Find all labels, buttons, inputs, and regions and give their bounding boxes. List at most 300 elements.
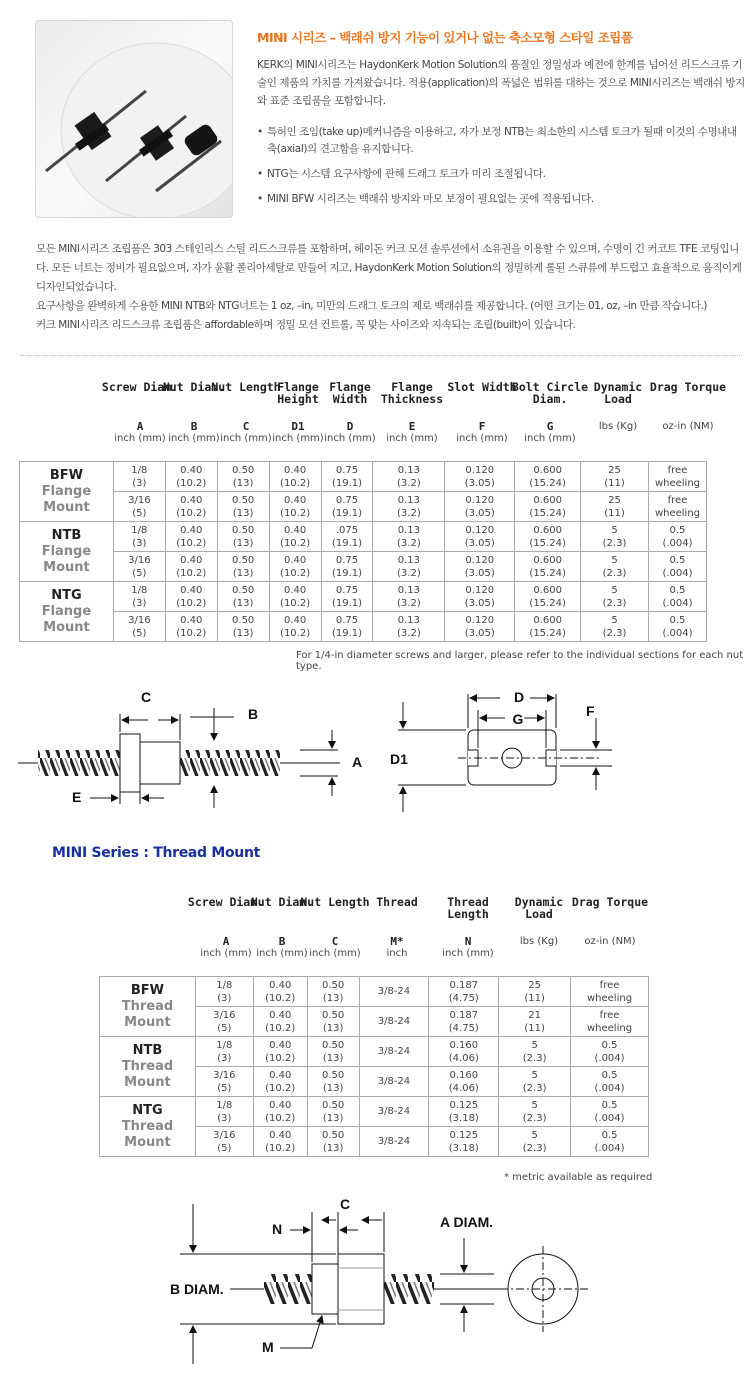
column-unit-text: lbs (Kg) — [519, 936, 559, 947]
cell-value: (5) — [132, 567, 147, 579]
cell-value: (10.2) — [176, 627, 207, 639]
table-cell — [217, 552, 269, 582]
column-header — [499, 896, 579, 947]
table-cell — [269, 582, 321, 612]
cell-value: 0.50 — [232, 554, 255, 566]
cell-value: 5 — [531, 1129, 538, 1141]
cell-value: (4.06) — [448, 1052, 479, 1064]
column-name: Bolt Circle Diam. — [511, 380, 589, 406]
description — [36, 240, 748, 335]
table-cell — [571, 1007, 649, 1037]
column-letter: B — [278, 935, 286, 948]
table-cell — [581, 492, 649, 522]
table-cell — [195, 1067, 253, 1097]
table-cell — [269, 612, 321, 642]
cell-value: 0.40 — [283, 524, 307, 536]
nut-type-cell — [100, 1097, 196, 1157]
column-letter: N — [464, 935, 472, 948]
table-cell — [321, 612, 373, 642]
thread-mount-diagram — [0, 1192, 755, 1372]
cell-value: 0.50 — [321, 1129, 345, 1141]
cell-value: 0.40 — [180, 494, 203, 506]
table-cell — [217, 522, 269, 552]
table-cell — [195, 1007, 253, 1037]
table-cell — [571, 1127, 649, 1157]
cell-value: (3.2) — [397, 537, 421, 549]
table-cell — [113, 462, 165, 492]
column-name: Thread Length — [447, 895, 489, 921]
cell-value: (10.2) — [176, 507, 207, 519]
column-unit-text: inch (mm) — [200, 948, 252, 959]
cell-value: 0.50 — [321, 1069, 345, 1081]
table-cell — [515, 492, 581, 522]
column-header — [578, 381, 658, 432]
table-cell — [373, 492, 445, 522]
table-cell — [429, 1007, 499, 1037]
column-unit — [648, 421, 728, 432]
column-letter: G — [546, 420, 554, 433]
cell-value: 3/16 — [128, 494, 151, 506]
cell-value: 0.40 — [180, 464, 203, 476]
dim-label-b-diam: B DIAM. — [170, 1281, 224, 1297]
column-name: Drag Torque — [649, 380, 727, 394]
table-cell — [581, 582, 649, 612]
cell-value: (3) — [217, 1112, 232, 1124]
cell-value: (13) — [322, 1142, 344, 1154]
table-cell — [113, 612, 165, 642]
cell-value: free — [667, 464, 688, 476]
cell-value: 0.75 — [335, 494, 359, 506]
nut-type-name: NTG — [132, 1102, 163, 1118]
cell-value: (3) — [132, 477, 147, 489]
table-cell — [515, 522, 581, 552]
table-cell — [429, 1127, 499, 1157]
cell-value: 0.125 — [449, 1099, 479, 1111]
table-cell — [269, 492, 321, 522]
column-unit-text: inch (mm) — [256, 948, 308, 959]
cell-value: (10.2) — [176, 537, 207, 549]
cell-value: 25 — [608, 494, 621, 506]
table-cell — [359, 1127, 429, 1157]
cell-value: 0.50 — [321, 1099, 345, 1111]
column-letter: A — [136, 420, 144, 433]
cell-value: (10.2) — [265, 1082, 296, 1094]
cell-value: (13) — [322, 1082, 344, 1094]
cell-value: free — [599, 1009, 620, 1021]
table-cell — [195, 1127, 253, 1157]
table-cell — [359, 1097, 429, 1127]
column-name: Flange Thickness — [380, 380, 444, 406]
nut-type-name: BFW — [130, 982, 164, 998]
cell-value: 21 — [528, 1009, 542, 1021]
thread-mount-table — [99, 976, 649, 1157]
column-unit-text: inch (mm) — [524, 433, 576, 444]
cell-value: 0.40 — [269, 1039, 292, 1051]
nut-body — [140, 742, 180, 784]
table-cell — [445, 582, 515, 612]
dim-label-a-diam: A DIAM. — [440, 1214, 494, 1230]
cell-value: (10.2) — [280, 597, 311, 609]
table-cell — [373, 522, 445, 552]
table-cell — [571, 1097, 649, 1127]
cell-value: 0.600 — [533, 494, 562, 506]
cell-value: 0.13 — [397, 494, 421, 506]
screw-thread — [264, 1274, 312, 1304]
table-row — [20, 612, 707, 642]
cell-value: 0.187 — [449, 979, 479, 991]
cell-value: (.004) — [594, 1112, 625, 1124]
table-cell — [195, 1097, 253, 1127]
table-cell — [648, 492, 706, 522]
flange-table-note: For 1/4-in diameter screws and larger, please refer to the individual sections for each nut type. — [296, 650, 744, 672]
cell-value: (5) — [132, 507, 147, 519]
cell-value: (3.05) — [464, 477, 495, 489]
cell-value: (15.24) — [529, 567, 566, 579]
cell-value: 0.40 — [269, 1129, 292, 1141]
cell-value: (11) — [524, 992, 545, 1004]
cell-value: (10.2) — [265, 1022, 296, 1034]
column-header — [570, 896, 650, 947]
cell-value: (3) — [132, 537, 147, 549]
cell-value: 0.40 — [180, 554, 203, 566]
cell-value: (5) — [217, 1142, 232, 1154]
cell-value: 0.40 — [283, 554, 307, 566]
cell-value: (3) — [217, 1052, 232, 1064]
column-name: Screw Diam. — [101, 380, 179, 394]
cell-value: (19.1) — [331, 537, 363, 549]
table-cell — [113, 492, 165, 522]
description-paragraph: 커크 MINI시리즈 리드스크류 조립품은 affordable하며 정밀 모션 컨트롤, 꼭 맞는 사이즈와 지속되는 조립(built)이 있습니다. — [36, 319, 576, 331]
table-cell — [581, 612, 649, 642]
cell-value: 0.120 — [465, 584, 495, 596]
column-unit-text: inch (mm) — [168, 433, 220, 444]
table-cell — [307, 1067, 359, 1097]
cell-value: 0.40 — [269, 979, 292, 991]
column-name: Nut Diam. — [162, 380, 226, 394]
nut-type-cell — [20, 522, 114, 582]
mount-type: Flange Mount — [41, 483, 92, 515]
cell-value: 0.75 — [335, 584, 359, 596]
column-unit-text: inch (mm) — [114, 433, 166, 444]
flange-mount-table — [19, 461, 707, 642]
cell-value: wheeling — [654, 507, 701, 519]
column-name: Screw Diam. — [187, 895, 265, 909]
cell-value: (5) — [217, 1082, 232, 1094]
cell-value: (2.3) — [602, 537, 627, 549]
cell-value: 0.40 — [283, 614, 307, 626]
table-cell — [321, 522, 373, 552]
cell-value: 0.187 — [449, 1009, 479, 1021]
cell-value: 3/8-24 — [377, 1016, 411, 1027]
column-unit-text: inch (mm) — [272, 433, 324, 444]
column-name: Nut Length — [300, 895, 370, 909]
cell-value: (15.24) — [529, 507, 566, 519]
lead-screw-assemblies-image — [36, 21, 233, 218]
table-cell — [359, 1007, 429, 1037]
cell-value: 0.5 — [601, 1069, 618, 1081]
table-row — [20, 552, 707, 582]
cell-value: wheeling — [654, 477, 701, 489]
cell-value: (15.24) — [529, 477, 566, 489]
table-cell — [429, 1097, 499, 1127]
table-cell — [429, 1067, 499, 1097]
column-unit-text: inch — [386, 948, 408, 959]
column-letter: D1 — [291, 420, 305, 433]
cell-value: (.004) — [662, 627, 693, 639]
nut-type-cell — [100, 1037, 196, 1097]
cell-value: 0.13 — [397, 614, 421, 626]
column-letter: C — [331, 935, 339, 948]
column-unit — [372, 421, 452, 444]
cell-value: (.004) — [662, 597, 693, 609]
column-letter: M* — [390, 935, 404, 948]
cell-value: (19.1) — [331, 627, 363, 639]
table-cell — [499, 1127, 571, 1157]
cell-value: 0.40 — [283, 464, 307, 476]
table-row — [20, 522, 707, 552]
column-header — [428, 896, 508, 959]
cell-value: (3.2) — [397, 597, 421, 609]
mount-type: Flange Mount — [41, 603, 92, 635]
cell-value: (4.75) — [448, 1022, 479, 1034]
column-unit-text: inch (mm) — [324, 433, 376, 444]
feature-list — [257, 124, 745, 216]
table-cell — [499, 1097, 571, 1127]
column-name: Thread — [376, 895, 418, 909]
cell-value: 3/16 — [213, 1009, 236, 1021]
table-cell — [373, 612, 445, 642]
mount-type: Thread Mount — [121, 998, 174, 1030]
cell-value: 3/8-24 — [377, 1076, 411, 1087]
cell-value: (3.05) — [464, 627, 495, 639]
nut-type-cell — [20, 462, 114, 522]
table-cell — [515, 462, 581, 492]
divider — [20, 355, 742, 356]
cell-value: 3/8-24 — [377, 1106, 411, 1117]
intro-text: KERK의 MINI시리즈는 HaydonKerk Motion Solution의 품질인 정밀성과 예전에 한계를 넘어선 리드스크류 기술인 제품의 가치를 가져왔습니다. 적용(application)의 폭넓은 범위를 대하는 것으로 MINI시리즈는 백래쉬 방지와 표준 조립품을 포함합니다. — [257, 59, 745, 107]
cell-value: (10.2) — [280, 507, 311, 519]
cell-value: 0.50 — [232, 614, 255, 626]
cell-value: (10.2) — [265, 1052, 296, 1064]
screw-thread — [384, 1274, 434, 1304]
cell-value: 0.5 — [601, 1129, 618, 1141]
table-cell — [515, 582, 581, 612]
cell-value: (2.3) — [602, 567, 627, 579]
table-cell — [373, 462, 445, 492]
table-cell — [253, 977, 307, 1007]
cell-value: 0.120 — [465, 464, 495, 476]
table-cell — [445, 552, 515, 582]
column-header — [648, 381, 728, 432]
cell-value: 0.120 — [465, 614, 495, 626]
cell-value: (11) — [604, 507, 625, 519]
cell-value: (2.3) — [522, 1052, 547, 1064]
table-cell — [269, 552, 321, 582]
table-cell — [499, 1067, 571, 1097]
table-row — [20, 462, 707, 492]
cell-value: (3) — [217, 992, 232, 1004]
table-cell — [307, 1127, 359, 1157]
column-letter: B — [190, 420, 198, 433]
cell-value: (3.05) — [464, 537, 495, 549]
cell-value: 0.125 — [449, 1129, 479, 1141]
cell-value: 5 — [531, 1099, 538, 1111]
cell-value: 0.600 — [533, 464, 562, 476]
feature-item: • MINI BFW 시리즈는 백래쉬 방지와 마모 보정이 필요없는 곳에 적용됩니다. — [257, 191, 745, 208]
table-cell — [269, 522, 321, 552]
cell-value: (13) — [232, 567, 254, 579]
cell-value: (2.3) — [522, 1142, 547, 1154]
table-row — [100, 977, 649, 1007]
table-cell — [445, 522, 515, 552]
cell-value: 0.40 — [283, 584, 307, 596]
feature-item: • 특허인 조임(take up)메커니즘을 이용하고, 자가 보정 NTB는 최소한의 시스템 토크가 될때 이것의 수명내내 축(axial)의 견고함을 유지합니다. — [257, 124, 745, 158]
table-cell — [581, 552, 649, 582]
cell-value: 0.40 — [269, 1009, 292, 1021]
cell-value: 1/8 — [216, 1099, 233, 1111]
table-cell — [307, 1007, 359, 1037]
cell-value: wheeling — [586, 1022, 633, 1034]
cell-value: 1/8 — [131, 464, 148, 476]
cell-value: free — [599, 979, 620, 991]
thread-mount-title: MINI Series : Thread Mount — [52, 845, 261, 861]
table-cell — [359, 1067, 429, 1097]
flange-table-header — [0, 381, 755, 461]
cell-value: 3/16 — [128, 614, 151, 626]
column-unit-text: inch (mm) — [309, 948, 361, 959]
table-cell — [499, 1007, 571, 1037]
cell-value: (13) — [322, 1112, 344, 1124]
cell-value: 0.40 — [180, 614, 203, 626]
cell-value: (.004) — [662, 567, 693, 579]
table-cell — [165, 492, 217, 522]
mount-type: Thread Mount — [121, 1058, 174, 1090]
cell-value: (.004) — [594, 1082, 625, 1094]
cell-value: 5 — [531, 1069, 538, 1081]
cell-value: (15.24) — [529, 537, 566, 549]
dim-label-e: E — [72, 789, 82, 805]
cell-value: 0.13 — [397, 584, 421, 596]
cell-value: 0.5 — [669, 554, 686, 566]
table-cell — [499, 1037, 571, 1067]
cell-value: 0.50 — [321, 979, 345, 991]
dim-label-c: C — [339, 1196, 351, 1212]
column-unit-text: inch (mm) — [442, 948, 494, 959]
cell-value: 0.40 — [180, 584, 203, 596]
cell-value: 0.600 — [533, 554, 562, 566]
cell-value: 0.5 — [669, 614, 686, 626]
table-cell — [515, 612, 581, 642]
table-cell — [445, 612, 515, 642]
cell-value: 0.50 — [232, 494, 255, 506]
column-name: Flange Height — [277, 380, 319, 406]
cell-value: 5 — [611, 584, 618, 596]
cell-value: 25 — [528, 979, 542, 991]
cell-value: (4.75) — [448, 992, 479, 1004]
cell-value: (.004) — [594, 1052, 625, 1064]
table-cell — [321, 552, 373, 582]
cell-value: 0.120 — [465, 494, 495, 506]
cell-value: 0.5 — [601, 1099, 618, 1111]
cell-value: (10.2) — [265, 1142, 296, 1154]
column-unit-text: lbs (Kg) — [598, 421, 638, 432]
cell-value: (10.2) — [176, 597, 207, 609]
table-cell — [195, 977, 253, 1007]
column-name: Dynamic Load — [593, 380, 643, 406]
cell-value: (5) — [217, 1022, 232, 1034]
cell-value: (10.2) — [280, 537, 311, 549]
column-letter: F — [478, 420, 486, 433]
cell-value: (3.2) — [397, 477, 421, 489]
cell-value: 1/8 — [131, 584, 148, 596]
cell-value: (13) — [232, 507, 254, 519]
cell-value: 0.600 — [533, 524, 562, 536]
cell-value: (13) — [322, 1022, 344, 1034]
cell-value: (13) — [322, 1052, 344, 1064]
cell-value: (19.1) — [331, 597, 363, 609]
table-cell — [307, 1037, 359, 1067]
cell-value: 1/8 — [131, 524, 148, 536]
cell-value: (3.2) — [397, 567, 421, 579]
cell-value: 0.13 — [397, 524, 421, 536]
cell-value: 0.40 — [269, 1069, 292, 1081]
screw-thread — [38, 750, 120, 776]
cell-value: 0.40 — [180, 524, 203, 536]
column-header — [372, 381, 452, 444]
screw-thread — [180, 750, 280, 776]
table-cell — [445, 462, 515, 492]
column-letter: A — [222, 935, 230, 948]
cell-value: (10.2) — [280, 627, 311, 639]
thread-section — [312, 1264, 338, 1314]
dim-label-c: C — [140, 689, 152, 705]
table-cell — [253, 1007, 307, 1037]
table-cell — [321, 582, 373, 612]
thread-table-header — [0, 896, 755, 976]
cell-value: (5) — [132, 627, 147, 639]
cell-value: 1/8 — [216, 979, 233, 991]
cell-value: 3/8-24 — [377, 1046, 411, 1057]
cell-value: 0.160 — [449, 1039, 479, 1051]
cell-value: 0.120 — [465, 524, 495, 536]
cell-value: (3.2) — [397, 627, 421, 639]
product-photo — [35, 20, 233, 218]
table-cell — [648, 552, 706, 582]
cell-value: (19.1) — [331, 567, 363, 579]
thread-table-note: * metric available as required — [504, 1172, 653, 1183]
cell-value: (4.06) — [448, 1082, 479, 1094]
table-row — [20, 582, 707, 612]
cell-value: (3.05) — [464, 507, 495, 519]
table-row — [20, 492, 707, 522]
cell-value: 0.75 — [335, 614, 359, 626]
cell-value: 0.50 — [321, 1009, 345, 1021]
table-cell — [648, 462, 706, 492]
cell-value: 0.120 — [465, 554, 495, 566]
cell-value: 0.13 — [397, 464, 421, 476]
table-cell — [373, 552, 445, 582]
cell-value: (19.1) — [331, 477, 363, 489]
column-name: Dynamic Load — [514, 895, 564, 921]
table-cell — [321, 492, 373, 522]
cell-value: 0.40 — [269, 1099, 292, 1111]
column-name: Flange Width — [329, 380, 371, 406]
table-cell — [113, 522, 165, 552]
column-unit — [578, 421, 658, 432]
column-unit-text: oz-in (NM) — [584, 936, 636, 947]
dim-label-d1: D1 — [390, 751, 408, 767]
cell-value: 0.40 — [283, 494, 307, 506]
